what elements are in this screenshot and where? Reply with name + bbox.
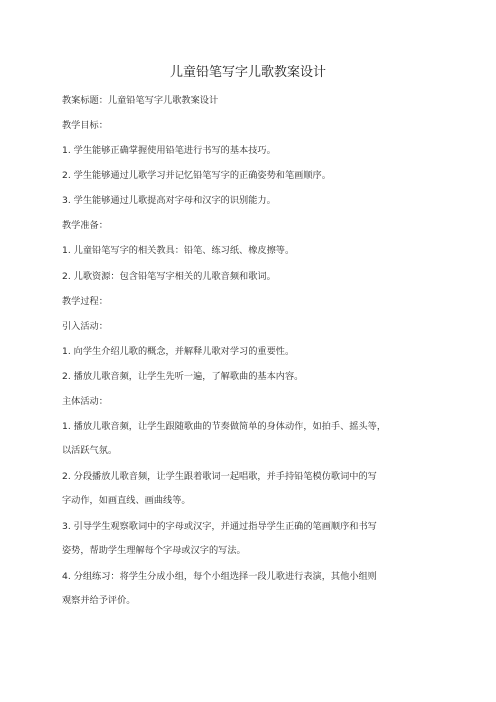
main-item-2-line-2: 字动作，如画直线、画曲线等。 <box>62 495 191 506</box>
goal-item-3: 3. 学生能够通过儿歌提高对字母和汉字的识别能力。 <box>62 195 276 206</box>
intro-item-1: 1. 向学生介绍儿歌的概念，并解释儿歌对学习的重要性。 <box>62 346 295 357</box>
subheading-main: 主体活动： <box>62 396 108 407</box>
prep-item-2: 2. 儿歌资源：包含铅笔写字相关的儿歌音频和歌词。 <box>62 271 276 282</box>
subheading-intro: 引入活动： <box>62 321 108 332</box>
goal-item-1: 1. 学生能够正确掌握使用铅笔进行书写的基本技巧。 <box>62 145 276 156</box>
intro-item-2: 2. 播放儿歌音频，让学生先听一遍，了解歌曲的基本内容。 <box>62 371 304 382</box>
main-item-3-line-1: 3. 引导学生观察歌词中的字母或汉字，并通过指导学生正确的笔画顺序和书写 <box>62 521 377 532</box>
main-item-4-line-1: 4. 分组练习：将学生分成小组，每个小组选择一段儿歌进行表演，其他小组则 <box>62 571 377 582</box>
section-heading-goals: 教学目标： <box>62 120 108 131</box>
section-heading-prep: 教学准备： <box>62 220 108 231</box>
main-item-1-line-2: 以活跃气氛。 <box>62 445 118 456</box>
main-item-1-line-1: 1. 播放儿歌音频，让学生跟随歌曲的节奏做简单的身体动作，如拍手、摇头等， <box>62 421 387 432</box>
document-title: 儿童铅笔写字儿歌教案设计 <box>169 65 326 80</box>
main-item-3-line-2: 姿势，帮助学生理解每个字母或汉字的写法。 <box>62 545 246 556</box>
main-item-2-line-1: 2. 分段播放儿歌音频，让学生跟着歌词一起唱歌，并手持铅笔模仿歌词中的写 <box>62 471 377 482</box>
section-heading-process: 教学过程： <box>62 296 108 307</box>
prep-item-1: 1. 儿童铅笔写字的相关教具：铅笔、练习纸、橡皮擦等。 <box>62 245 295 256</box>
goal-item-2: 2. 学生能够通过儿歌学习并记忆铅笔写字的正确姿势和笔画顺序。 <box>62 170 331 181</box>
lesson-title-line: 教案标题：儿童铅笔写字儿歌教案设计 <box>62 95 219 106</box>
main-item-4-line-2: 观察并给予评价。 <box>62 595 136 606</box>
